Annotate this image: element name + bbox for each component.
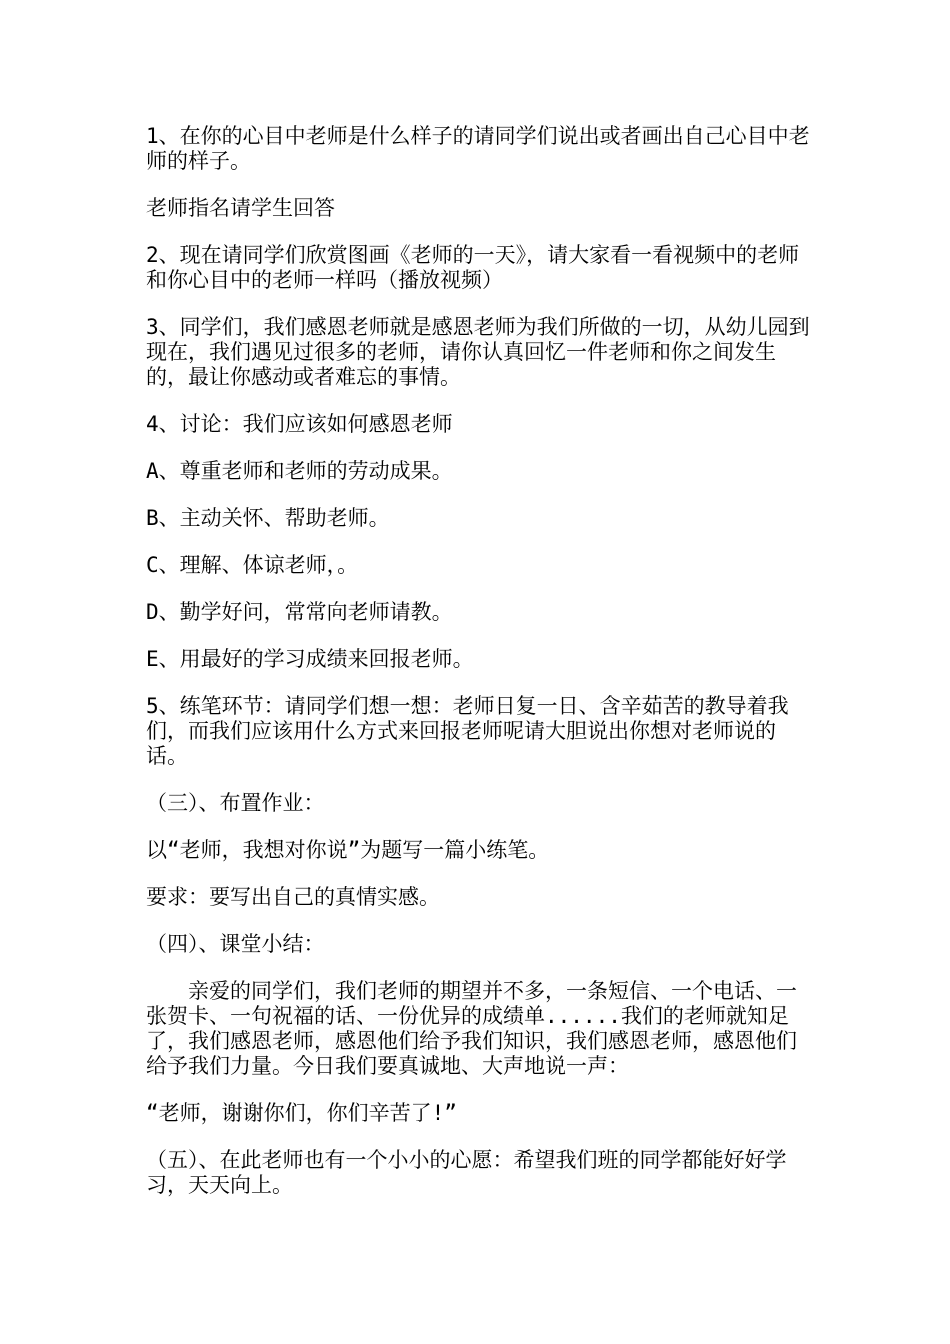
list-item-b: B、主动关怀、帮助老师。 <box>146 506 390 530</box>
paragraph-q3: 3、同学们，我们感恩老师就是感恩老师为我们所做的一切，从幼儿园到现在，我们遇见过很多的老师，请你认真回忆一件老师和你之间发生的，最让你感动或者难忘的事情。 <box>146 315 810 389</box>
document-body <box>146 124 814 1220</box>
list-item-a: A、尊重老师和老师的劳动成果。 <box>146 459 453 483</box>
list-item-d: D、勤学好问，常常向老师请教。 <box>146 600 453 624</box>
section-heading-wish: （五）、在此老师也有一个小小的心愿：希望我们班的同学都能好好学习，天天向上。 <box>146 1148 787 1197</box>
section-heading-homework: （三）、布置作业： <box>146 791 325 815</box>
section-heading-summary: （四）、课堂小结： <box>146 932 325 956</box>
list-item-c: C、理解、体谅老师，。 <box>146 553 359 577</box>
paragraph-q2: 2、现在请同学们欣赏图画《老师的一天》，请大家看一看视频中的老师和你心目中的老师一样吗（播放视频） <box>146 243 800 292</box>
paragraph-q4-discussion: 4、讨论：我们应该如何感恩老师 <box>146 412 453 436</box>
paragraph-teacher-asks: 老师指名请学生回答 <box>146 196 335 220</box>
paragraph-homework-task: 以“老师，我想对你说”为题写一篇小练笔。 <box>146 838 550 862</box>
paragraph-summary: 亲爱的同学们，我们老师的期望并不多，一条短信、一个电话、一张贺卡、一句祝福的话、一份优异的成绩单......我们的老师就知足了，我们感恩老师，感恩他们给予我们知识，我们感恩老师，感恩他们给予我们力量。今日我们要真诚地、大声地说一声： <box>146 979 797 1078</box>
paragraph-homework-requirement: 要求：要写出自己的真情实感。 <box>146 885 440 909</box>
paragraph-thanks-quote: “老师，谢谢你们，你们辛苦了!” <box>146 1101 457 1125</box>
paragraph-q1: 1、在你的心目中老师是什么样子的请同学们说出或者画出自己心目中老师的样子。 <box>146 124 810 173</box>
list-item-e: E、用最好的学习成绩来回报老师。 <box>146 647 474 671</box>
paragraph-q5-writing: 5、练笔环节：请同学们想一想：老师日复一日、含辛茹苦的教导着我们，而我们应该用什么方式来回报老师呢请大胆说出你想对老师说的话。 <box>146 694 789 768</box>
